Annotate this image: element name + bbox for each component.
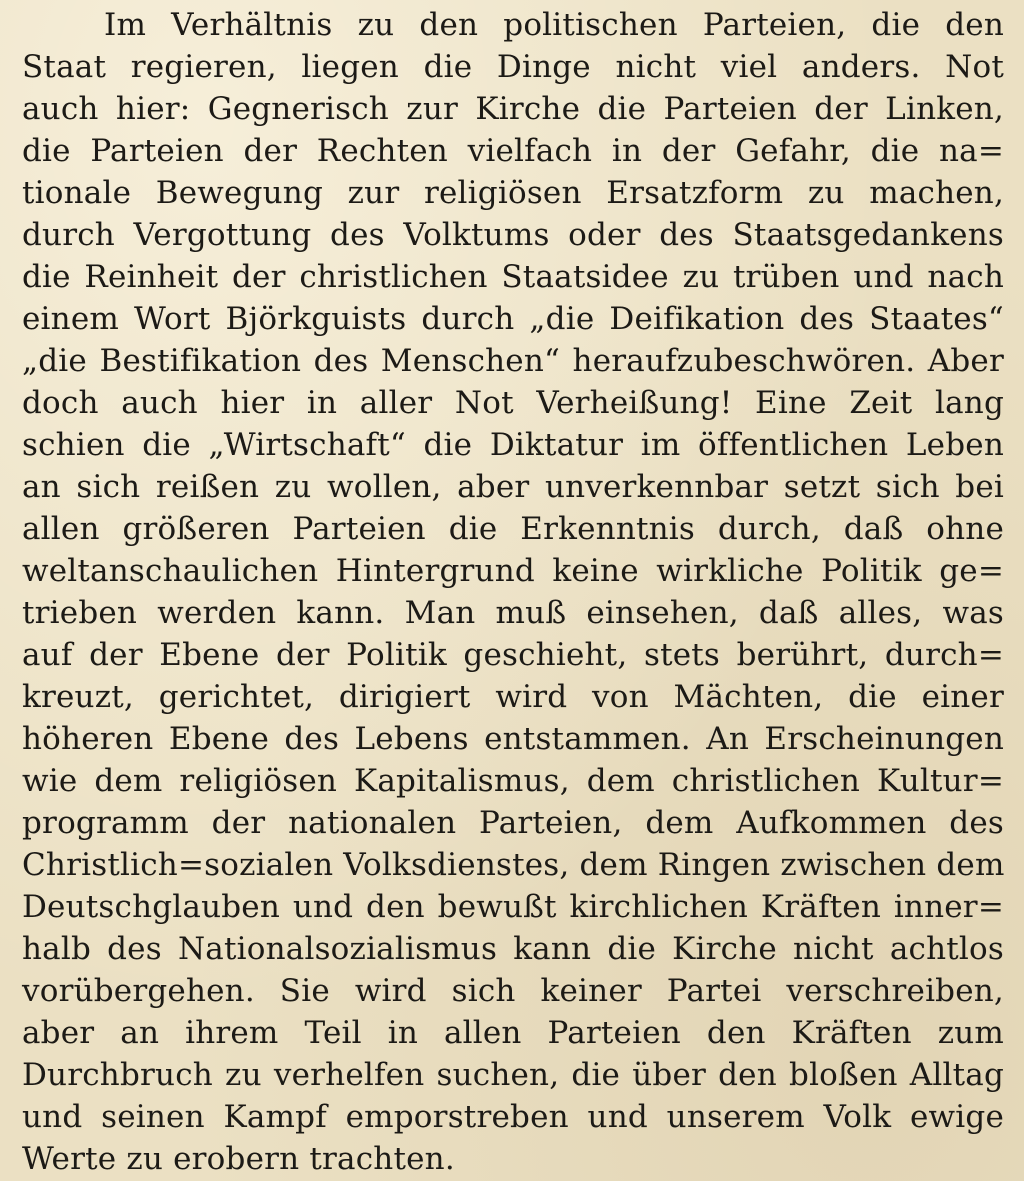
text-line: Durchbruch zu verhelfen suchen, die über den bloßen Alltag bbox=[22, 1057, 1004, 1093]
text-line: auch hier: Gegnerisch zur Kirche die Parteien der Linken, bbox=[22, 91, 1004, 127]
text-line: doch auch hier in aller Not Verheißung! Eine Zeit lang bbox=[22, 385, 1004, 421]
article-paragraph bbox=[22, 4, 1004, 1180]
text-line: vorübergehen. Sie wird sich keiner Partei verschreiben, bbox=[22, 973, 1004, 1009]
text-line: die Reinheit der christlichen Staatsidee zu trüben und nach bbox=[22, 259, 1004, 295]
text-line: Im Verhältnis zu den politischen Parteien, die den bbox=[104, 7, 1004, 43]
text-line: die Parteien der Rechten vielfach in der Gefahr, die na= bbox=[22, 133, 1004, 169]
text-line: Werte zu erobern trachten. bbox=[22, 1141, 455, 1177]
text-line: trieben werden kann. Man muß einsehen, daß alles, was bbox=[22, 595, 1004, 631]
text-line: einem Wort Björkguists durch „die Deifikation des Staates“ bbox=[22, 301, 1004, 337]
text-line: auf der Ebene der Politik geschieht, stets berührt, durch= bbox=[22, 637, 1004, 673]
text-line: wie dem religiösen Kapitalismus, dem christlichen Kultur= bbox=[22, 763, 1004, 799]
text-line: aber an ihrem Teil in allen Parteien den Kräften zum bbox=[22, 1015, 1004, 1051]
text-line: kreuzt, gerichtet, dirigiert wird von Mächten, die einer bbox=[22, 679, 1004, 715]
text-line: allen größeren Parteien die Erkenntnis durch, daß ohne bbox=[22, 511, 1004, 547]
text-line: Christlich=sozialen Volksdienstes, dem Ringen zwischen dem bbox=[22, 847, 1005, 883]
text-line: Staat regieren, liegen die Dinge nicht viel anders. Not bbox=[22, 49, 1004, 85]
text-line: an sich reißen zu wollen, aber unverkennbar setzt sich bei bbox=[22, 469, 1004, 505]
text-line: schien die „Wirtschaft“ die Diktatur im öffentlichen Leben bbox=[22, 427, 1004, 463]
text-line: höheren Ebene des Lebens entstammen. An Erscheinungen bbox=[22, 721, 1004, 757]
text-line: programm der nationalen Parteien, dem Aufkommen des bbox=[22, 805, 1004, 841]
text-line: Deutschglauben und den bewußt kirchlichen Kräften inner= bbox=[22, 889, 1004, 925]
text-line: „die Bestifikation des Menschen“ heraufzubeschwören. Aber bbox=[22, 343, 1004, 379]
text-line: halb des Nationalsozialismus kann die Kirche nicht achtlos bbox=[22, 931, 1004, 967]
text-line: und seinen Kampf emporstreben und unserem Volk ewige bbox=[22, 1099, 1004, 1135]
text-line: tionale Bewegung zur religiösen Ersatzform zu machen, bbox=[22, 175, 1004, 211]
text-line: durch Vergottung des Volktums oder des Staatsgedankens bbox=[22, 217, 1004, 253]
text-line: weltanschaulichen Hintergrund keine wirkliche Politik ge= bbox=[22, 553, 1004, 589]
